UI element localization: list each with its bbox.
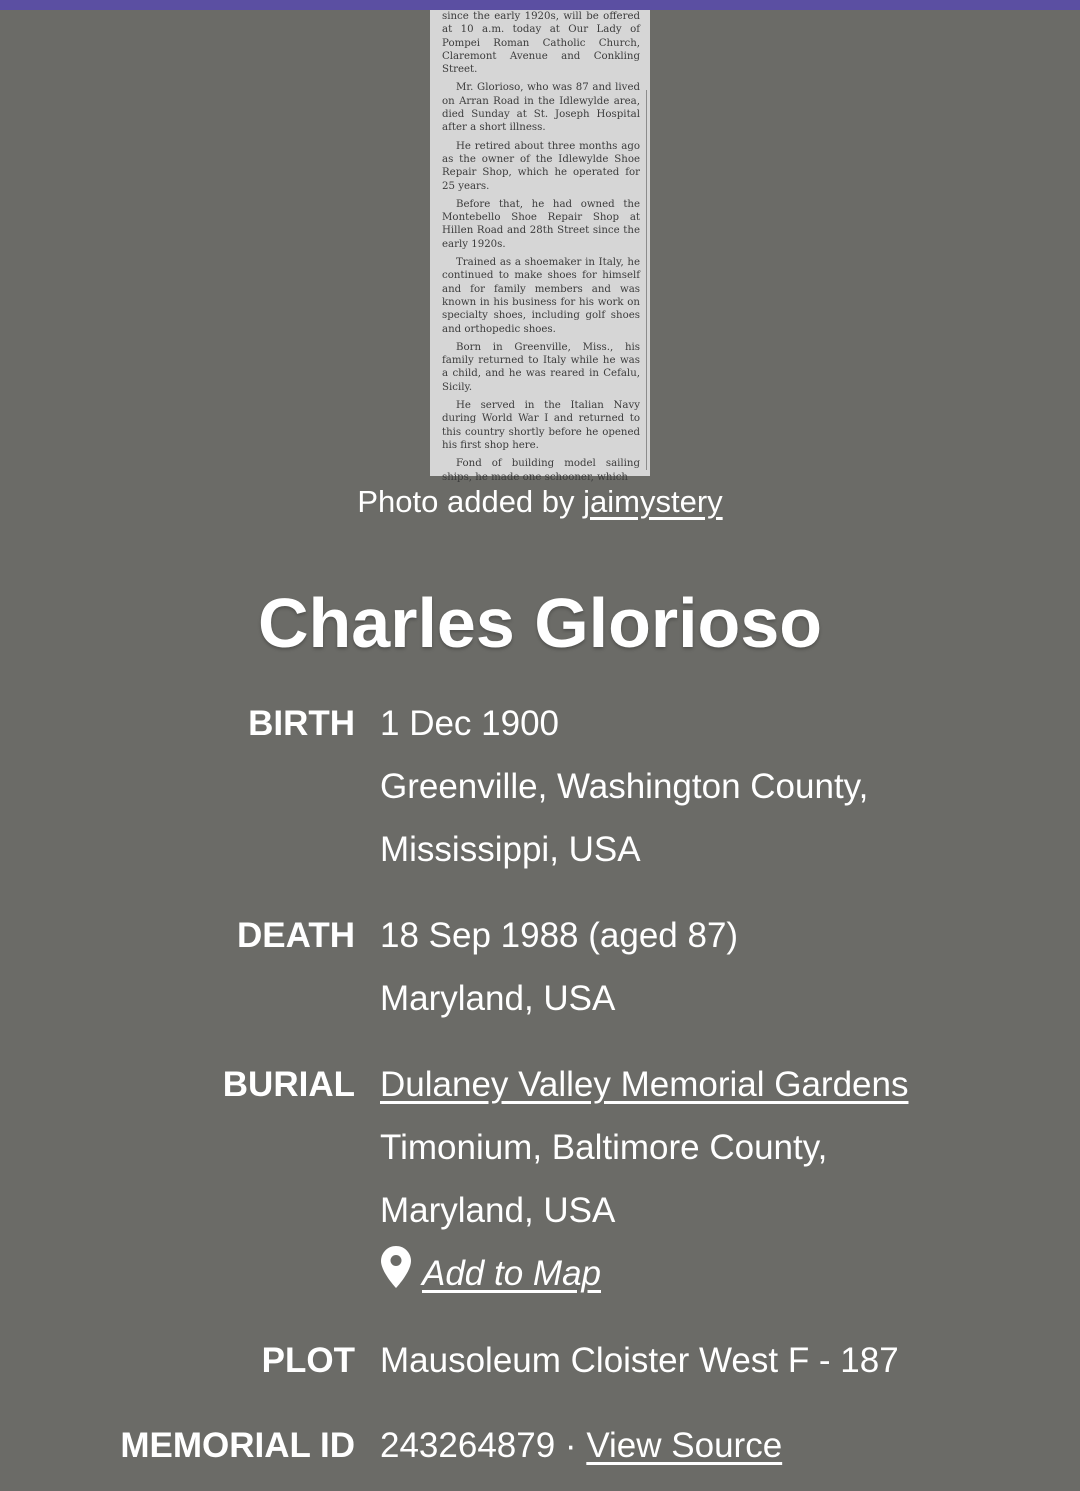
clipping-paragraph: Born in Greenville, Miss., his family returned to Italy while he was a child, and he was reared in Cefalu, Sicily. bbox=[442, 341, 640, 393]
burial-value bbox=[380, 1053, 1020, 1305]
map-pin-icon bbox=[380, 1245, 412, 1289]
burial-place-line1: Timonium, Baltimore County, bbox=[380, 1128, 828, 1167]
clipping-paragraph: Trained as a shoemaker in Italy, he continued to make shoes for himself and for family members and was known in his business for his work on specialty shoes, including golf shoes and orthopedic shoes. bbox=[442, 257, 640, 335]
plot-value bbox=[380, 1329, 1020, 1392]
burial-label: BURIAL bbox=[222, 1065, 355, 1104]
add-to-map-link[interactable]: Add to Map bbox=[422, 1254, 601, 1293]
birth-label: BIRTH bbox=[248, 704, 355, 743]
memorial-id-separator: · bbox=[555, 1426, 587, 1465]
clipping-paragraph: He retired about three months ago as the owner of the Idlewylde Shoe Repair Shop, which he operated for 25 years. bbox=[442, 140, 640, 192]
clipping-paragraph: Fond of building model sailing ships, he made one schooner, which bbox=[442, 458, 640, 483]
plot-location: Mausoleum Cloister West F - 187 bbox=[380, 1341, 899, 1380]
birth-place-line1: Greenville, Washington County, bbox=[380, 767, 869, 806]
memorial-id-number: 243264879 bbox=[380, 1426, 556, 1465]
death-value bbox=[380, 904, 1020, 1030]
obituary-clipping-image[interactable] bbox=[430, 10, 650, 483]
clipping-paragraph: He served in the Italian Navy during World War I and returned to this country shortly before he opened his first shop here. bbox=[442, 400, 640, 451]
view-source-link[interactable]: View Source bbox=[586, 1426, 783, 1465]
plot-label: PLOT bbox=[261, 1341, 355, 1380]
photo-caption-prefix: Photo added by bbox=[357, 484, 584, 519]
clipping-paragraph: Before that, he had owned the Montebello Shoe Repair Shop at Hillen Road and 28th Street since the early 1920s. bbox=[442, 198, 640, 250]
birth-date: 1 Dec 1900 bbox=[380, 704, 560, 743]
memorial-name: Charles Glorioso bbox=[257, 584, 823, 662]
burial-place-line2: Maryland, USA bbox=[380, 1191, 616, 1230]
birth-place-line2: Mississippi, USA bbox=[380, 830, 641, 869]
photo-contributor-link[interactable]: jaimystery bbox=[583, 484, 723, 519]
death-place: Maryland, USA bbox=[380, 979, 616, 1018]
add-to-map-row[interactable] bbox=[380, 1242, 1020, 1305]
photo-caption bbox=[0, 480, 1080, 524]
top-accent-bar bbox=[0, 0, 1080, 10]
memorial-id-value bbox=[380, 1414, 1020, 1477]
cemetery-link[interactable]: Dulaney Valley Memorial Gardens bbox=[380, 1065, 909, 1104]
birth-value bbox=[380, 692, 1020, 881]
column-rule bbox=[646, 90, 647, 470]
clipping-paragraph: Mr. Glorioso, who was 87 and lived on Arran Road in the Idlewylde area, died Sunday at St. Joseph Hospital after a short illness. bbox=[442, 82, 640, 134]
memorial-id-label: MEMORIAL ID bbox=[120, 1426, 355, 1465]
death-label: DEATH bbox=[237, 916, 355, 955]
clipping-paragraph: since the early 1920s, will be offered at 10 a.m. today at Our Lady of Pompei Roman Catholic Church, Claremont Avenue and Conkling Street. bbox=[442, 11, 640, 76]
death-date: 18 Sep 1988 (aged 87) bbox=[380, 916, 739, 955]
